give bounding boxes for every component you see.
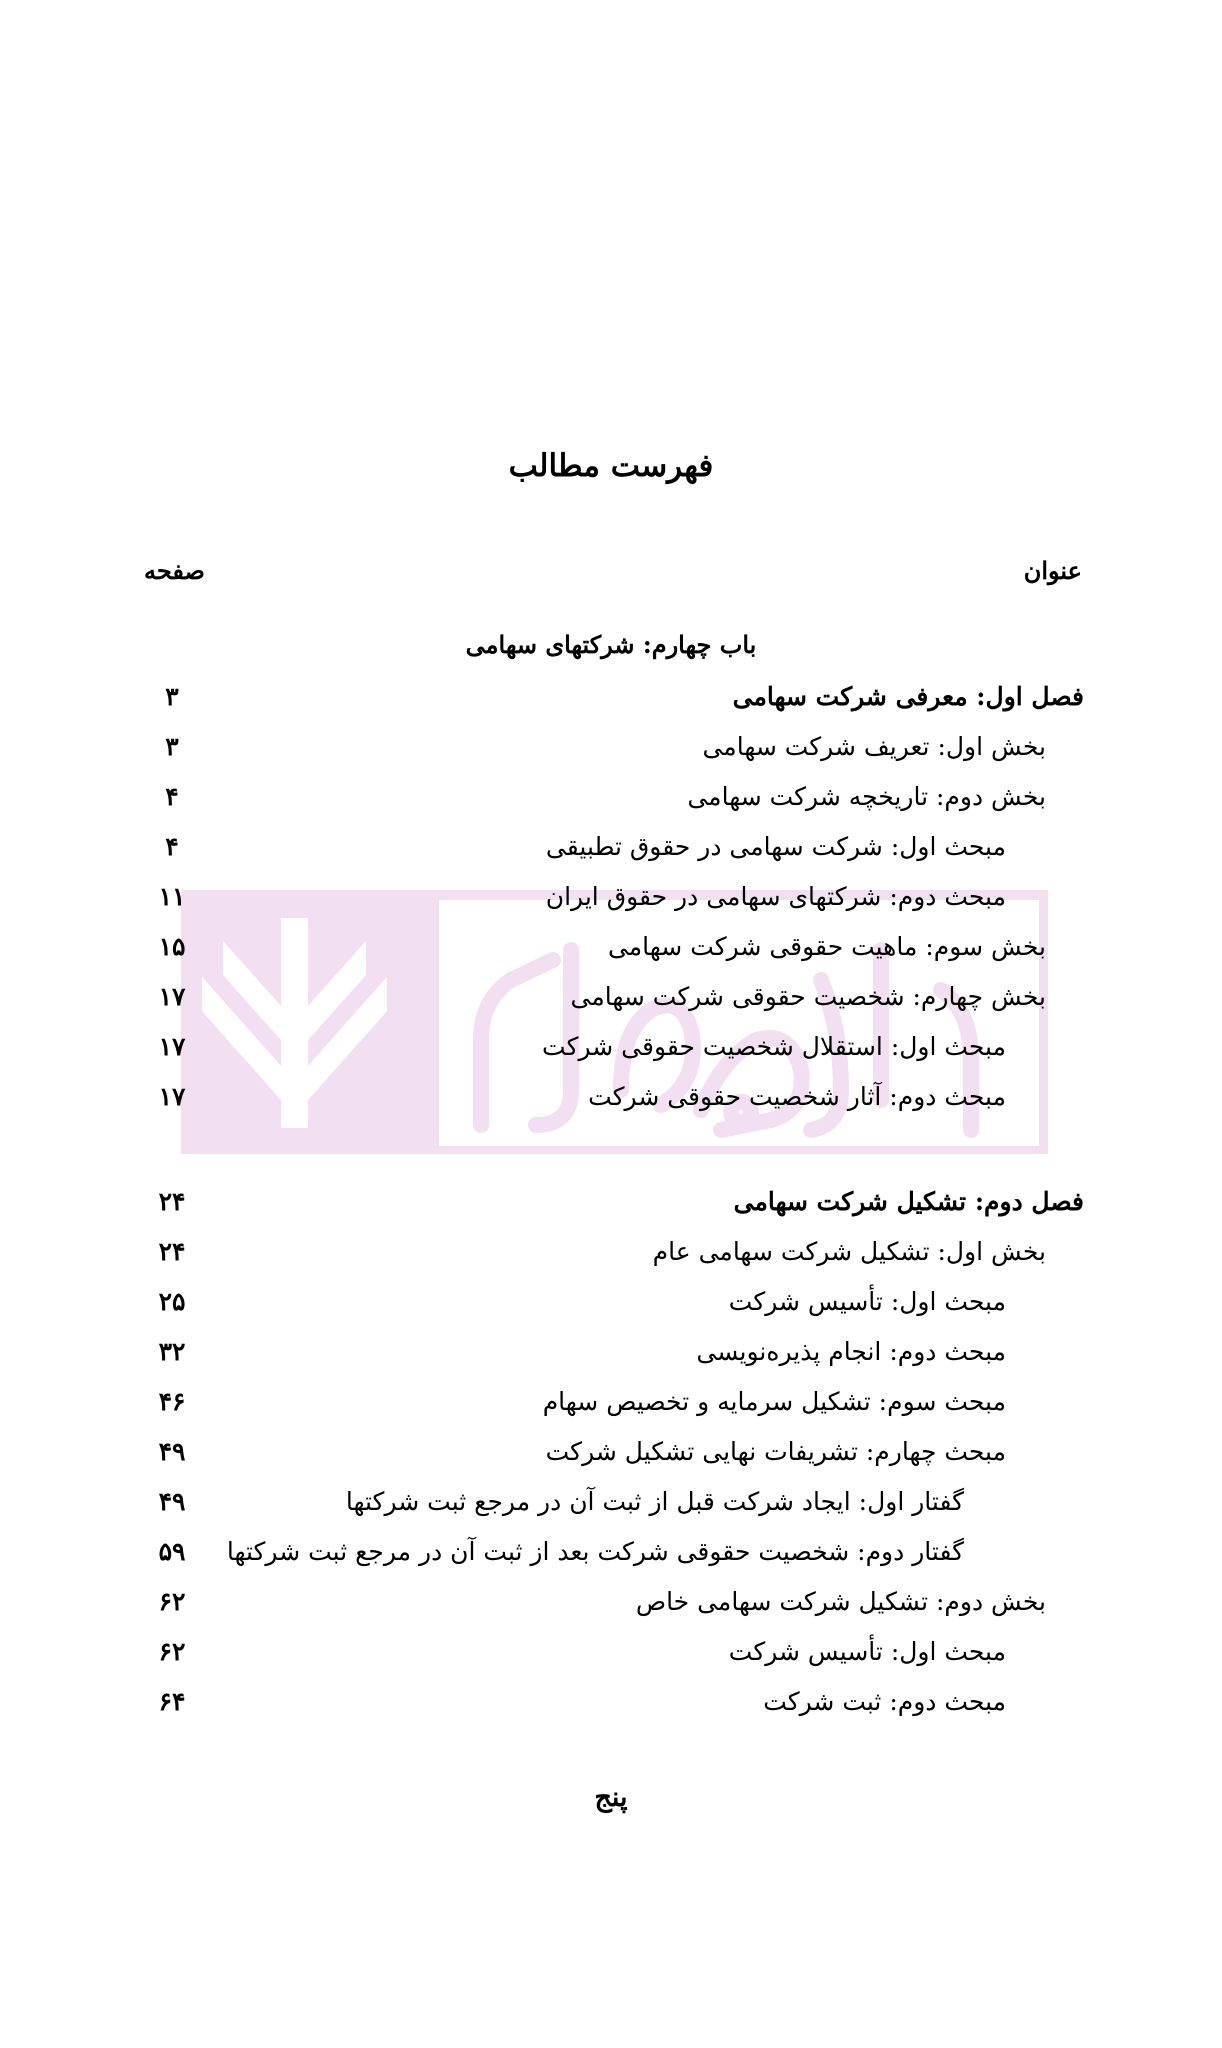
toc-entry-page: ۳ [165,682,179,711]
toc-entry[interactable] [140,1232,1084,1272]
toc-entry[interactable] [140,1332,1084,1372]
toc-entry[interactable] [140,727,1084,767]
toc-entry-label: گفتار دوم: شخصیت حقوقی شرکت بعد از ثبت آن در مرجع ثبت شرکتها [226,1537,964,1566]
toc-entry-label: مبحث دوم: آثار شخصیت حقوقی شرکت [588,1082,1006,1111]
toc-entry[interactable] [140,927,1084,967]
toc-entry-page: ۲۵ [158,1287,186,1316]
toc-entry-page: ۴۹ [158,1437,186,1466]
toc-entry[interactable] [140,1482,1084,1522]
toc-entry-label: گفتار اول: ایجاد شرکت قبل از ثبت آن در مرجع ثبت شرکتها [345,1487,964,1516]
toc-entry-page: ۱۷ [158,1032,186,1061]
toc-entry[interactable] [140,1027,1084,1067]
toc-entry[interactable] [140,1282,1084,1322]
toc-entry-label: فصل دوم: تشکیل شرکت سهامی [733,1187,1084,1216]
toc-entry-page: ۱۱ [158,882,186,911]
toc-entry-page: ۳ [165,732,179,761]
toc-entry-label: مبحث دوم: ثبت شرکت [763,1687,1006,1716]
toc-entry[interactable] [140,777,1084,817]
toc-entry-label: مبحث دوم: شرکتهای سهامی در حقوق ایران [545,882,1006,911]
toc-entry[interactable] [140,1582,1084,1622]
toc-entry-page: ۲۴ [158,1187,186,1216]
toc-entry[interactable] [140,1632,1084,1672]
toc-entry-label: بخش اول: تشکیل شرکت سهامی عام [652,1237,1046,1266]
toc-entry-page: ۴۶ [158,1387,186,1416]
toc-entry[interactable] [140,1182,1084,1222]
toc-entry-page: ۶۲ [158,1587,186,1616]
toc-entry[interactable] [140,827,1084,867]
part-title: باب چهارم: شرکتهای سهامی [465,630,757,659]
toc-entry-label: مبحث اول: استقلال شخصیت حقوقی شرکت [542,1032,1006,1061]
toc-entry-label: مبحث اول: تأسیس شرکت [728,1287,1006,1316]
toc-entry[interactable] [140,1382,1084,1422]
toc-entry-label: فصل اول: معرفی شرکت سهامی [732,682,1084,711]
toc-entry[interactable] [140,677,1084,717]
toc-entry-label: مبحث سوم: تشکیل سرمایه و تخصیص سهام [542,1387,1006,1416]
page-title: فهرست مطالب [508,448,714,484]
toc-entry-page: ۴ [165,782,179,811]
toc-entry-page: ۶۴ [158,1687,186,1716]
toc-entry-page: ۲۴ [158,1237,186,1266]
toc-entry-label: مبحث اول: تأسیس شرکت [728,1637,1006,1666]
toc-entry-label: مبحث چهارم: تشریفات نهایی تشکیل شرکت [545,1437,1006,1466]
toc-entry-label: بخش دوم: تشکیل شرکت سهامی خاص [635,1587,1046,1616]
toc-entry-page: ۱۵ [158,932,186,961]
toc-entry-label: مبحث دوم: انجام پذیره‌نویسی [696,1337,1006,1366]
page-number-footer: پنج [594,1782,628,1813]
toc-entry-label: بخش سوم: ماهیت حقوقی شرکت سهامی [607,932,1046,961]
toc-entry[interactable] [140,1682,1084,1722]
toc-entry-label: بخش چهارم: شخصیت حقوقی شرکت سهامی [570,982,1046,1011]
toc-entry-label: بخش دوم: تاریخچه شرکت سهامی [687,782,1046,811]
toc-entry-page: ۵۹ [158,1537,186,1566]
column-header-page: صفحه [144,556,205,585]
toc-entry-page: ۳۲ [158,1337,186,1366]
toc-entry-page: ۱۷ [158,982,186,1011]
toc-entry-page: ۱۷ [158,1082,186,1111]
toc-entry-page: ۴۹ [158,1487,186,1516]
toc-entry-label: مبحث اول: شرکت سهامی در حقوق تطبیقی [545,832,1006,861]
toc-entry[interactable] [140,877,1084,917]
toc-entry-page: ۶۲ [158,1637,186,1666]
toc-entry[interactable] [140,1432,1084,1472]
toc-entry-label: بخش اول: تعریف شرکت سهامی [702,732,1046,761]
toc-entry[interactable] [140,1077,1084,1117]
column-header-title: عنوان [1023,556,1082,585]
toc-entry-page: ۴ [165,832,179,861]
toc-entry[interactable] [140,977,1084,1017]
toc-entry[interactable] [140,1532,1084,1572]
